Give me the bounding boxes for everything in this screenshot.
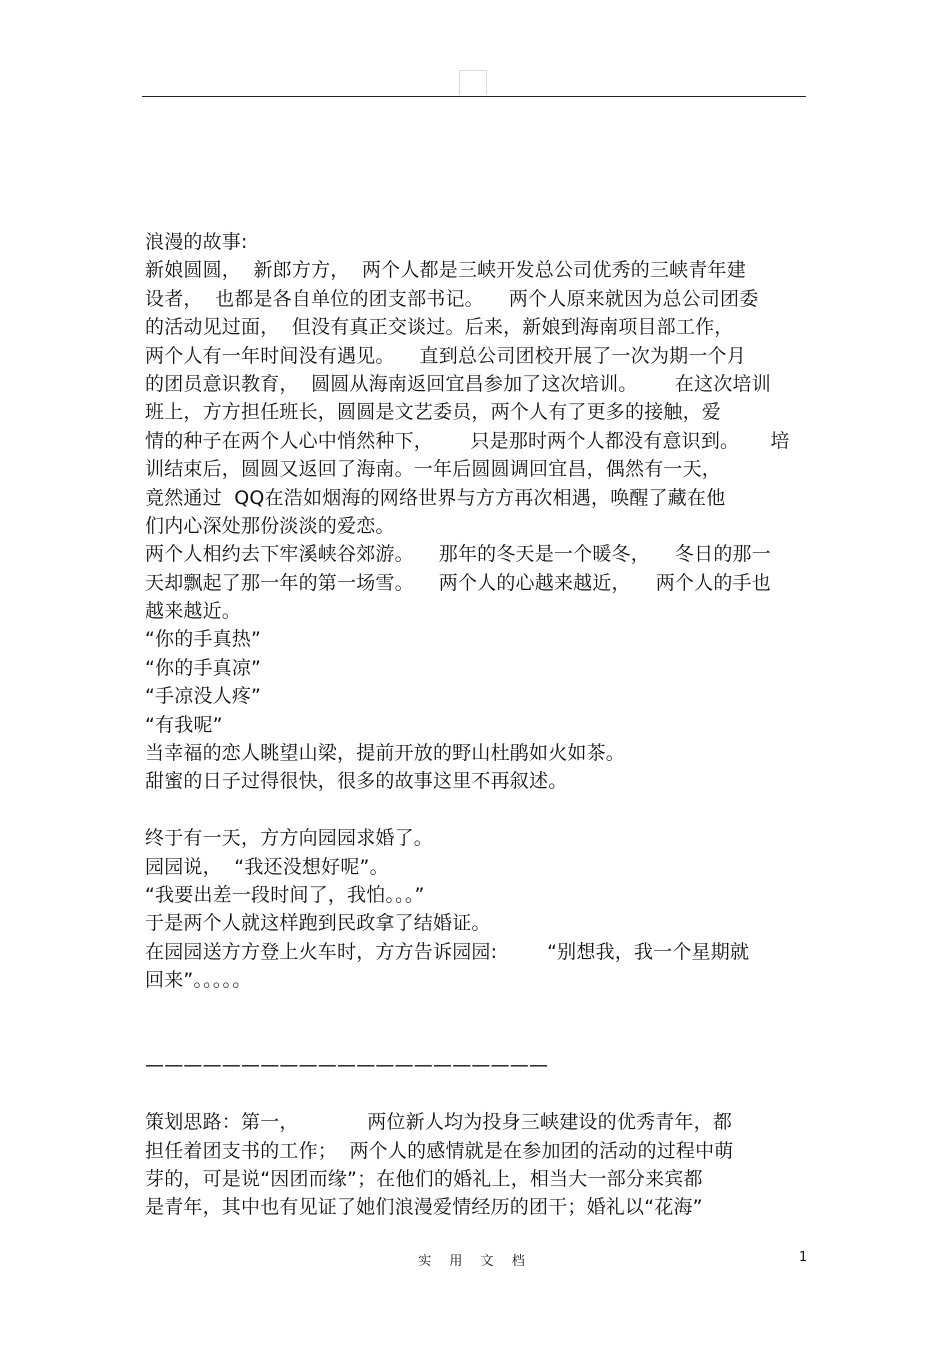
text-line: “我要出差一段时间了，我怕。。。” — [145, 883, 425, 906]
text-line: 甜蜜的日子过得很快，很多的故事这里不再叙述。 — [145, 770, 568, 793]
blank-line — [145, 1023, 805, 1051]
text-line: 在园园送方方登上火车时，方方告诉园园: “别想我，我一个星期就 — [145, 940, 750, 963]
text-line: 策划思路：第一， 两位新人均为投身三峡建设的优秀青年，都 — [145, 1111, 733, 1134]
text-line: 园园说， “我还没想好呢”。 — [145, 855, 389, 878]
document-body — [145, 228, 805, 1222]
text-line: 班上，方方担任班长，圆圆是文艺委员，两个人有了更多的接触，爱 — [145, 401, 722, 424]
text-line: “你的手真热” — [145, 628, 262, 651]
text-line: 设者， 也都是各自单位的团支部书记。 两个人原来就因为总公司团委 — [145, 287, 759, 310]
text-line: 两个人相约去下牢溪峡谷郊游。 那年的冬天是一个暖冬， 冬日的那一 — [145, 543, 771, 566]
text-line: 于是两个人就这样跑到民政拿了结婚证。 — [145, 912, 491, 935]
text-line: 芽的，可是说“因团而缘”；在他们的婚礼上，相当大一部分来宾都 — [145, 1167, 703, 1190]
text-line: “有我呢” — [145, 713, 223, 736]
footer-label: 实 用 文 档 — [418, 1254, 532, 1269]
page-number: 1 — [799, 1250, 808, 1265]
text-line: 天却飘起了那一年的第一场雪。 两个人的心越来越近， 两个人的手也 — [145, 571, 771, 594]
text-line: 们内心深处那份淡淡的爱恋。 — [145, 514, 395, 537]
text-line: “你的手真凉” — [145, 656, 262, 679]
text-line: 情的种子在两个人心中悄然种下， 只是那时两个人都没有意识到。 培 — [145, 429, 790, 452]
text-line: “手凉没人疼” — [145, 685, 262, 708]
text-line: 担任着团支书的工作； 两个人的感情就是在参加团的活动的过程中萌 — [145, 1139, 734, 1162]
blank-line — [145, 995, 805, 1023]
text-line: 两个人有一年时间没有遇见。 直到总公司团校开展了一次为期一个月 — [145, 344, 746, 367]
blank-line — [145, 1080, 805, 1108]
text-line: 的团员意识教育， 圆圆从海南返回宜昌参加了这次培训。 在这次培训 — [145, 372, 771, 395]
text-line: 竟然通过 QQ在浩如烟海的网络世界与方方再次相遇，唤醒了藏在他 — [145, 486, 726, 509]
header-rule — [142, 96, 806, 97]
text-line: 终于有一天，方方向园园求婚了。 — [145, 827, 434, 850]
text-line: 浪漫的故事: — [145, 231, 248, 253]
text-line: 新娘圆圆， 新郎方方， 两个人都是三峡开发总公司优秀的三峡青年建 — [145, 259, 746, 282]
blank-line — [145, 796, 805, 824]
text-line: ————————————————————— — [145, 1054, 549, 1077]
text-line: 训结束后，圆圆又返回了海南。一年后圆圆调回宜昌，偶然有一天， — [145, 458, 722, 481]
text-line: 越来越近。 — [145, 600, 242, 623]
text-line: 当幸福的恋人眺望山梁，提前开放的野山杜鹃如火如茶。 — [145, 742, 626, 765]
text-line: 的活动见过面， 但没有真正交谈过。后来，新娘到海南项目部工作， — [145, 316, 734, 339]
header-mark — [459, 70, 487, 95]
text-line: 回来”。。。。。 — [145, 969, 252, 992]
text-line: 是青年，其中也有见证了她们浪漫爱情经历的团干；婚礼以“花海” — [145, 1196, 703, 1219]
